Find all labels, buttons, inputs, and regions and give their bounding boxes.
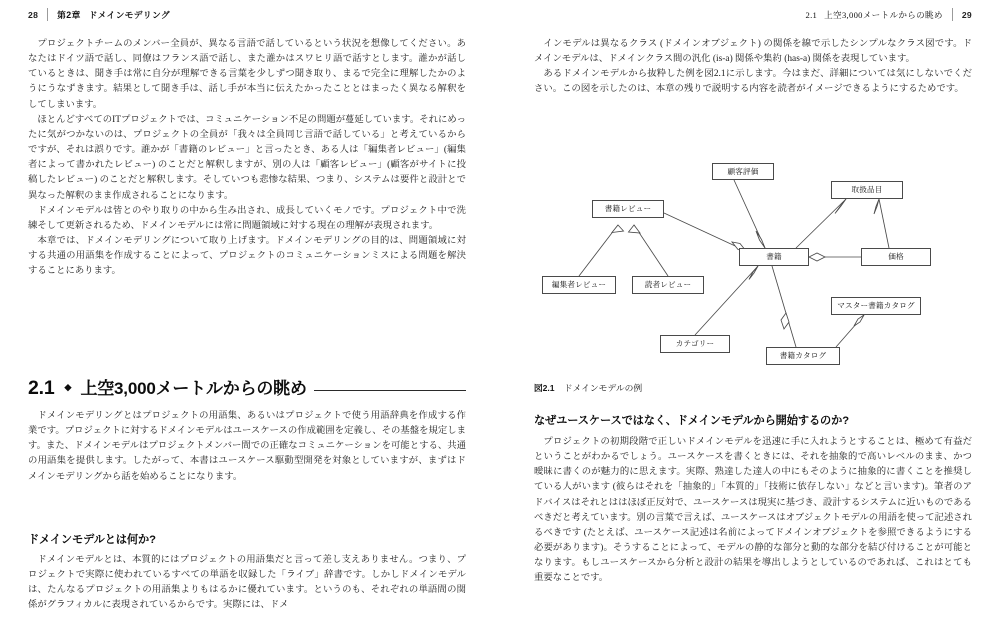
aggregation-diamond-icon xyxy=(749,266,758,280)
figure-2-1 xyxy=(534,155,964,393)
sub-section-block-left xyxy=(28,531,466,614)
uml-class-category: カテゴリー xyxy=(660,335,730,353)
diamond-ornament-icon: ◆ xyxy=(64,382,72,392)
aggregation-diamond-icon xyxy=(874,199,879,214)
generalization-arrow-icon xyxy=(612,225,624,233)
uml-class-price: 価格 xyxy=(861,248,931,266)
paragraph: インモデルは異なるクラス (ドメインオブジェクト) の関係を線で示したシンプルなクラス図です。ドメインモデルは、ドメインクラス間の汎化 (is-a) 関係や集約 (has-a) 関係を表現しています。 xyxy=(534,39,972,65)
folio-left: 28 xyxy=(28,9,39,20)
aggregation-edge xyxy=(664,213,746,251)
folio-right: 29 xyxy=(961,9,972,20)
running-head-left xyxy=(28,7,170,22)
aggregation-edge xyxy=(695,266,758,335)
uml-class-reader-review: 読者レビュー xyxy=(632,276,704,294)
running-section-title: 上空3,000メートルからの眺め xyxy=(824,9,943,20)
uml-class-master-book-catalog: マスター書籍カタログ xyxy=(831,297,921,315)
sub-section-block-right xyxy=(534,412,972,587)
section-number: 2.1 xyxy=(28,377,55,399)
aggregation-edge xyxy=(879,199,889,248)
figure-caption-text: ドメインモデルの例 xyxy=(563,383,643,393)
chapter-number: 第2章 xyxy=(57,10,81,20)
right-page xyxy=(500,0,1000,621)
running-section-number: 2.1 xyxy=(805,9,818,20)
paragraph: ドメインモデルとは、本質的にはプロジェクトの用語集だと言って差し支えありません。つまり、プロジェクトで実際に使われているすべての単語を収録した「ライブ」辞書です。しかしドメインモデルは、たんなるプロジェクトの用語集よりもはるかに優れています。というのも、それぞれの単語間の関係がグラフィカルに表現されているからです。実際には、ドメ xyxy=(28,555,466,611)
uml-class-customer-rating: 顧客評価 xyxy=(712,163,774,180)
paragraph: プロジェクトチームのメンバー全員が、異なる言語で話しているという状況を想像してください。あなたはドイツ語で話し、同僚はフランス語で話し、また誰かはスワヒリ語で話すとします。誰かが話しているときは、聞き手は常に自分が理解できる言葉を少しずつ聞き取り、まるで完全に理解したかのようにうなずきます。結果として聞き手は、話し手が本当に伝えたかったこととはまったく異なる解釈をしてしまいます。 xyxy=(28,39,466,110)
uml-class-book: 書籍 xyxy=(739,248,809,266)
aggregation-diamond-icon xyxy=(854,315,864,326)
aggregation-diamond-icon xyxy=(756,231,765,248)
section-title: 上空3,000メートルからの眺め xyxy=(80,379,307,398)
paragraph: ほとんどすべてのITプロジェクトでは、コミュニケーション不足の問題が蔓延しています。それにめったに気がつかないのは、プロジェクトの全員が「我々は全員同じ言語で話している」と考えているからですが、それは誤りです。誰かが「書籍のレビュー」と言ったとき、ある人は「編集者レビュー」(編集者によって書かれたレビュー) のことだと解釈しますが、別の人は「顧客レビュー」(顧客がサイトに投稿したレビュー) のことだと解釈します。そしていつも悲惨な結果、つまり、システムは要件と設計とで異なった解釈のまま作成されることになります。 xyxy=(28,114,466,201)
left-body-column xyxy=(28,37,466,280)
uml-class-book-review: 書籍レビュー xyxy=(592,200,664,218)
section-heading xyxy=(28,374,466,400)
aggregation-edge xyxy=(772,266,796,347)
aggregation-edge xyxy=(796,199,846,248)
section-heading-rule xyxy=(314,390,466,391)
paragraph: プロジェクトの初期段階で正しいドメインモデルを迅速に手に入れようとすることは、極めて有益だということがわかるでしょう。ユースケースを書くときには、それを抽象的で高いレベルのまま、かつ曖昧に書くのが魅力的に思えます。実際、熟達した達人の中にもそのように抽象的に書くことを推奨している人がいます (彼らはそれを「抽象的」「本質的」「技術に依存しない」などと言います)。筆者のアドバイスはそれとははほぼ正反対で、ユースケースは現実に基づき、設計するシステムに近いものであるべきだと考えています。別の言葉で言えば、ユースケースはオブジェクトモデルの用語を使って記述されるべきです (たとえば、ユースケース記述は名前によってドメインオブジェクトを参照できるようにする必要があります)。そうすることによって、モデルの静的な部分と動的な部分を結び付けることが可能となります。もしユースケースから分析と設計の結果を導出しようとしているのであれば、これはとても重要なことです。 xyxy=(534,437,972,584)
sub-heading: なぜユースケースではなく、ドメインモデルから開始するのか? xyxy=(534,415,849,427)
section-2-1-block xyxy=(28,374,466,485)
aggregation-diamond-icon xyxy=(781,313,789,329)
generalization-arrow-icon xyxy=(629,225,641,233)
figure-caption-label: 図2.1 xyxy=(534,383,555,393)
paragraph: あるドメインモデルから抜粋した例を図2.1に示します。今はまだ、詳細については気にしないでください。この図を示したのは、本章の残りで説明する内容を読者がイメージできるようにするためです。 xyxy=(534,69,972,95)
paragraph: ドメインモデルは皆とのやり取りの中から生み出され、成長していくモノです。プロジェクト中で洗練そして更新されるため、ドメインモデルには常に問題領域に対する現在の理解が表現されます。 xyxy=(28,205,466,231)
aggregation-diamond-icon xyxy=(809,253,825,261)
paragraph: ドメインモデリングとはプロジェクトの用語集、あるいはプロジェクトで使う用語辞典を作成する作業です。プロジェクトに対するドメインモデルはユースケースの作成範囲を定義し、その基盤を規定します。また、ドメインモデルはプロジェクトメンバー間での正確なコミュニケーションを可能とする、共通の用語集を提供します。したがって、本書はユースケース駆動型開発を対象としていますが、まずはドメインモデリングから話を始めることになります。 xyxy=(28,411,466,482)
uml-class-stock-item: 取扱品目 xyxy=(831,181,903,199)
uml-class-editor-review: 編集者レビュー xyxy=(542,276,616,294)
aggregation-diamond-icon xyxy=(835,199,846,214)
paragraph: 本章では、ドメインモデリングについて取り上げます。ドメインモデリングの目的は、問題領域に対する共通の用語集を作成することによって、プロジェクトのコミュニケーションミスによる問題を解決することにあります。 xyxy=(28,236,466,277)
figure-caption xyxy=(534,381,642,394)
chapter-title: ドメインモデリング xyxy=(88,10,170,20)
sub-heading: ドメインモデルとは何か? xyxy=(28,534,156,546)
running-head-divider xyxy=(952,8,953,21)
running-head-right xyxy=(806,7,973,22)
running-head-divider xyxy=(47,8,48,21)
right-body-column xyxy=(534,37,972,98)
uml-class-book-catalog: 書籍カタログ xyxy=(766,347,840,365)
